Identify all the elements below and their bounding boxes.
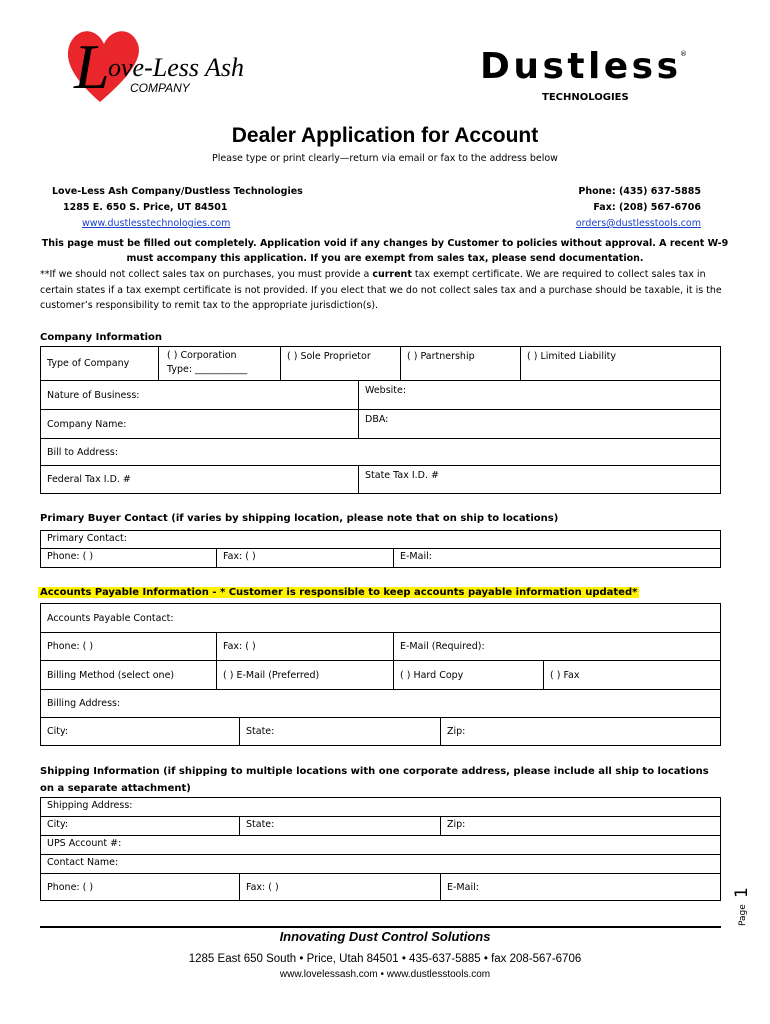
tax-notice-bold: current (372, 269, 412, 280)
footer-websites: www.lovelessash.com • www.dustlesstools.com (279, 969, 491, 980)
footer-tagline: Innovating Dust Control Solutions (279, 929, 491, 944)
table-row (41, 531, 720, 549)
table-row (41, 855, 720, 874)
primary-email-field[interactable]: E-Mail: (400, 551, 432, 562)
company-name-field[interactable]: Company Name: (41, 410, 359, 438)
bill-to-address-field[interactable]: Bill to Address: (47, 446, 119, 458)
table-row (41, 798, 720, 817)
table-row (41, 817, 720, 836)
fax-number: Fax: (208) 567-6706 (593, 202, 701, 213)
table-row (41, 410, 720, 439)
dustless-name: Dustless (480, 46, 678, 87)
billing-method-label: Billing Method (select one) (41, 661, 217, 689)
corporation-option[interactable] (159, 347, 281, 380)
website-field[interactable]: Website: (365, 385, 407, 396)
ap-fax-field[interactable]: Fax: ( ) (217, 633, 394, 660)
company-info-heading: Company Information (40, 332, 163, 343)
partnership-option[interactable]: ( ) Partnership (401, 347, 521, 380)
tax-notice-post: tax exempt certificate. We are required to collect sales tax in certain states if a tax exempt certificate is not provided. If you elect that we do not collect sales tax and a purchase should be taxable, it is the customer’s responsibility to remit tax to the appropriate jurisdiction(s). (40, 269, 722, 311)
website-link[interactable]: www.dustlesstechnologies.com (82, 218, 231, 229)
notice-bold (40, 236, 730, 266)
sole-proprietor-option[interactable]: ( ) Sole Proprietor (281, 347, 401, 380)
dustless-reg: ® (680, 50, 687, 58)
accounts-payable-table (40, 603, 721, 746)
footer-address: 1285 East 650 South • Price, Utah 84501 • 435-637-5885 • fax 208-567-6706 (188, 953, 582, 965)
corporation-type: Type: ___________ (167, 364, 248, 375)
primary-fax-field[interactable]: Fax: ( ) (217, 549, 394, 567)
contact-name-field[interactable]: Contact Name: (47, 857, 119, 868)
table-row (41, 347, 720, 381)
billing-hardcopy-option[interactable]: ( ) Hard Copy (394, 661, 544, 689)
company-address: 1285 E. 650 S. Price, UT 84501 (63, 202, 228, 213)
shipping-fax-field[interactable]: Fax: ( ) (240, 874, 441, 900)
page-subtitle: Please type or print clearly—return via email or fax to the address below (212, 153, 558, 164)
company-contact-right (576, 184, 701, 232)
footer-divider (40, 926, 721, 928)
accounts-payable-heading: Accounts Payable Information - * Customer is responsible to keep accounts payable information updated* (40, 587, 638, 598)
shipping-table (40, 797, 721, 901)
shipping-state-field[interactable]: State: (240, 817, 441, 835)
dba-field[interactable]: DBA: (365, 414, 389, 425)
email-link[interactable]: orders@dustlesstools.com (575, 218, 701, 229)
phone-number: Phone: (435) 637-5885 (578, 186, 701, 197)
shipping-city-field[interactable]: City: (41, 817, 240, 835)
table-row (41, 718, 720, 745)
ups-account-field[interactable]: UPS Account #: (47, 838, 122, 849)
table-row (41, 439, 720, 466)
table-row (41, 661, 720, 690)
dustless-sub: TECHNOLOGIES (542, 92, 629, 103)
page-label: Page (738, 904, 748, 926)
company-name: Love-Less Ash Company/Dustless Technologies (52, 186, 303, 197)
table-row (41, 604, 720, 633)
federal-tax-id-field[interactable]: Federal Tax I.D. # (41, 466, 359, 493)
primary-buyer-table (40, 530, 721, 568)
shipping-address-field[interactable]: Shipping Address: (47, 800, 133, 811)
tax-notice (40, 267, 730, 314)
billing-address-field[interactable]: Billing Address: (47, 698, 121, 709)
primary-buyer-heading: Primary Buyer Contact (if varies by shipping location, please note that on ship to locations) (40, 513, 559, 524)
shipping-zip-field[interactable]: Zip: (447, 819, 466, 830)
ap-phone-field[interactable]: Phone: ( ) (41, 633, 217, 660)
company-contact-left (52, 184, 303, 232)
table-row (41, 381, 720, 410)
table-row (41, 874, 720, 900)
page-title: Dealer Application for Account (231, 124, 539, 147)
ap-email-field[interactable]: E-Mail (Required): (400, 641, 485, 652)
page-digit: 1 (732, 887, 752, 898)
type-label: Type of Company (41, 347, 159, 380)
shipping-phone-field[interactable]: Phone: ( ) (41, 874, 240, 900)
shipping-heading: Shipping Information (if shipping to multiple locations with one corporate address, please include all ship to locations on a separate attachment) (40, 766, 709, 794)
corporation-label: ( ) Corporation (167, 350, 237, 361)
dustless-logo (478, 42, 690, 106)
nature-of-business-field[interactable]: Nature of Business: (41, 381, 359, 409)
shipping-email-field[interactable]: E-Mail: (447, 881, 479, 893)
loveless-initial: L (74, 31, 110, 102)
table-row (41, 549, 720, 567)
billing-fax-option[interactable]: ( ) Fax (550, 669, 580, 681)
table-row (41, 836, 720, 855)
llc-option[interactable]: ( ) Limited Liability (527, 351, 616, 362)
ap-contact-field[interactable]: Accounts Payable Contact: (47, 612, 174, 624)
loveless-company: COMPANY (130, 81, 190, 95)
table-row (41, 633, 720, 661)
page-number (732, 880, 752, 930)
notice-line-1: This page must be filled out completely. Application void if any changes by Customer to policies without approval. A recent W-9 (41, 238, 729, 249)
ap-city-field[interactable]: City: (41, 718, 240, 745)
table-row (41, 690, 720, 718)
company-info-table (40, 346, 721, 494)
primary-contact-field[interactable]: Primary Contact: (47, 533, 127, 544)
billing-email-option[interactable]: ( ) E-Mail (Preferred) (217, 661, 394, 689)
tax-notice-pre: **If we should not collect sales tax on purchases, you must provide a (40, 269, 373, 280)
state-tax-id-field[interactable]: State Tax I.D. # (365, 470, 439, 481)
notice-line-2: must accompany this application. If you are exempt from sales tax, please send documentation. (126, 253, 644, 264)
loveless-name: ove-Less Ash (108, 53, 245, 82)
table-row (41, 466, 720, 493)
ap-zip-field[interactable]: Zip: (447, 726, 466, 737)
loveless-ash-logo (60, 26, 260, 106)
primary-phone-field[interactable]: Phone: ( ) (41, 549, 217, 567)
ap-state-field[interactable]: State: (240, 718, 441, 745)
